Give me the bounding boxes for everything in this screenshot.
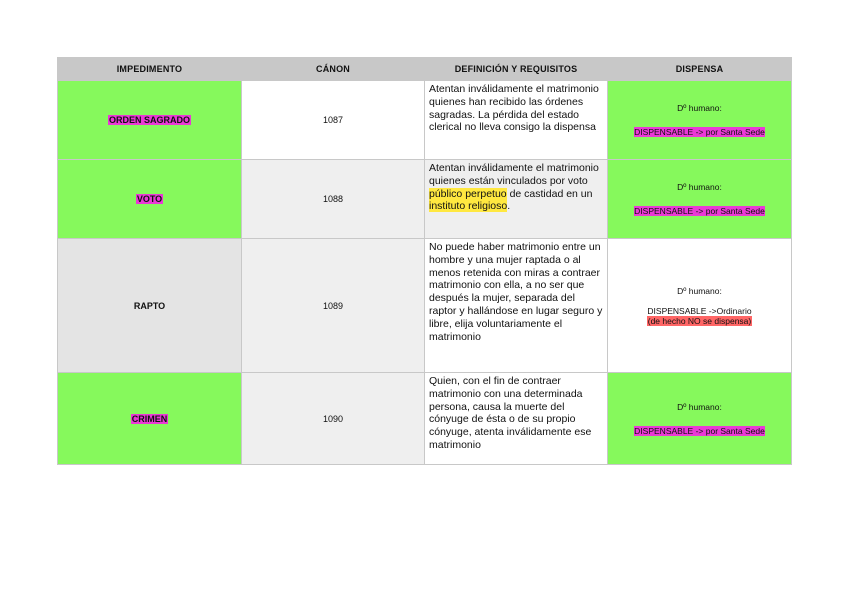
definicion-cell: Atentan inválidamente el matrimonio quienes han recibido las órdenes sagradas. La pérdida del estado clerical no lleva consigo la dispensa — [425, 81, 608, 160]
table-row — [58, 81, 792, 160]
header-row — [58, 58, 792, 81]
impedimento-cell — [58, 160, 242, 239]
dispensa-derecho-label: Dº humano: — [677, 182, 722, 192]
highlight-instituto-religioso: instituto religioso — [429, 200, 508, 213]
impedimento-label: CRIMEN — [131, 413, 168, 424]
header-definicion: DEFINICIÓN Y REQUISITOS — [425, 58, 608, 81]
dispensa-cell — [608, 239, 792, 373]
dispensa-status: DISPENSABLE -> por Santa Sede — [634, 127, 765, 137]
highlight-publico-perpetuo: público perpetuo — [429, 187, 507, 200]
table-row — [58, 160, 792, 239]
dispensa-derecho-label: Dº humano: — [677, 285, 722, 296]
dispensa-status: DISPENSABLE ->Ordinario — [647, 305, 752, 316]
dispensa-cell — [608, 160, 792, 239]
table-row — [58, 373, 792, 465]
dispensa-status: DISPENSABLE -> por Santa Sede — [634, 206, 765, 216]
definicion-cell: No puede haber matrimonio entre un hombre y una mujer raptada o al menos retenida con miras a contraer matrimonio con ella, a no ser que después la mujer, separada del raptor y hallándose en lugar seguro y libre, elija voluntariamente el matrimonio — [425, 239, 608, 373]
impedimento-cell — [58, 239, 242, 373]
dispensa-derecho-label: Dº humano: — [677, 401, 722, 412]
header-dispensa: DISPENSA — [608, 58, 792, 81]
dispensa-cell — [608, 81, 792, 160]
canon-cell: 1088 — [242, 160, 425, 239]
dispensa-derecho-label: Dº humano: — [677, 103, 722, 113]
header-canon: CÁNON — [242, 58, 425, 81]
canon-cell: 1087 — [242, 81, 425, 160]
canon-cell: 1089 — [242, 239, 425, 373]
header-impedimento: IMPEDIMENTO — [58, 58, 242, 81]
impedimento-label: VOTO — [136, 194, 163, 204]
table-row — [58, 239, 792, 373]
definicion-cell: Atentan inválidamente el matrimonio quienes están vinculados por voto público perpetuo de castidad en un instituto religioso. — [425, 160, 608, 239]
impedimentos-table — [57, 57, 792, 465]
impedimento-label: ORDEN SAGRADO — [108, 115, 190, 125]
canon-cell: 1090 — [242, 373, 425, 465]
dispensa-note: (de hecho NO se dispensa) — [647, 315, 752, 326]
definicion-cell: Quien, con el fin de contraer matrimonio con una determinada persona, causa la muerte del cónyuge de ésta o de su propio cónyuge, atenta inválidamente ese matrimonio — [425, 373, 608, 465]
impedimento-label: RAPTO — [133, 300, 166, 311]
impedimento-cell — [58, 373, 242, 465]
impedimento-cell — [58, 81, 242, 160]
dispensa-status: DISPENSABLE -> por Santa Sede — [634, 425, 765, 436]
dispensa-cell — [608, 373, 792, 465]
